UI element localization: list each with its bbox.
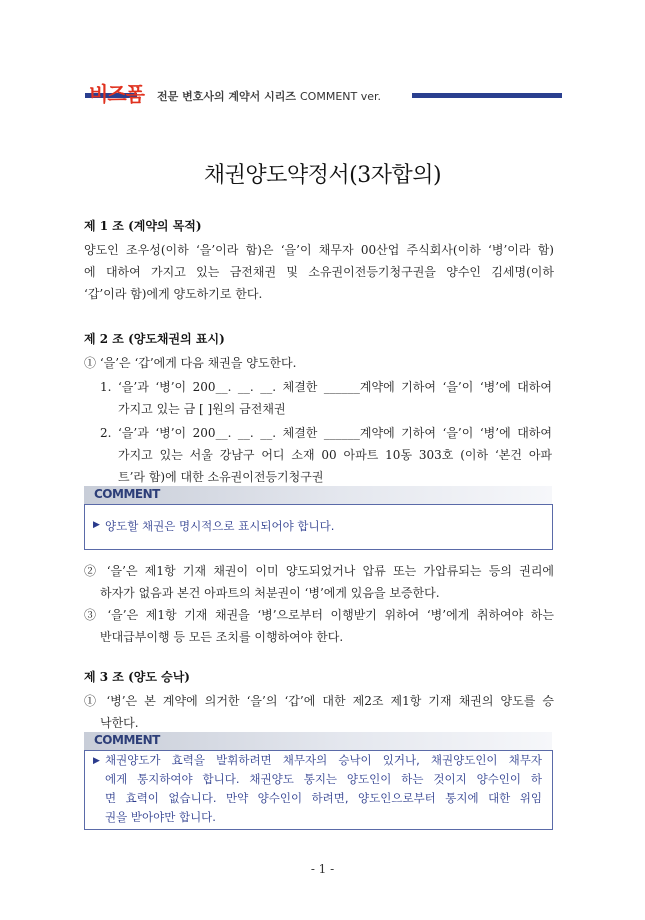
comment-line: 에게 통지하여야 합니다. 채권양도 통지는 양도인이 하는 것이지 양수인이 하 [105,772,542,786]
comment-line: 채권양도가 효력을 발휘하려면 채무자의 승낙이 있거나, 채권양도인이 채무자 [105,753,542,767]
document-title: 채권양도약정서(3자합의) [203,163,442,188]
header-subtitle [157,88,381,104]
comment-header [84,732,552,750]
clause-2-line: ② ‘을’은 제1항 기재 채권이 이미 양도되었거나 압류 또는 가압류되는 등의 권리에 [84,564,554,578]
article-2-item-1 [100,376,552,420]
article-2-clause-1: ① ‘을’은 ‘갑’에게 다음 채권을 양도한다. [84,356,297,370]
comment-label: COMMENT [94,487,160,501]
article-3-line: ① ‘병’은 본 계약에 의거한 ‘을’의 ‘갑’에 대한 제2조 제1항 기재 채권의 양도를 승 [84,694,554,708]
article-1-line: 양도인 조우성(이하 ‘을’이라 함)은 ‘을’이 채무자 00산업 주식회사(이하 ‘병’이라 함) [84,243,554,257]
comment-line: 권을 받아야만 합니다. [105,810,216,824]
comment-label: COMMENT [94,733,160,747]
header-rule-right [412,93,562,98]
clause-3-line: ③ ‘을’은 제1항 기재 채권을 ‘병’으로부터 이행받기 위하여 ‘병’에게 취하여야 하는 [84,608,554,622]
comment-text [105,751,542,827]
item-1-line: 1. ‘을’과 ‘병’이 200__. __. __. 체결한 ______계약에 기하여 ‘을’이 ‘병’에 대하여 [100,380,552,394]
item-2-line: 트’라 함)에 대한 소유권이전등기청구권 [118,470,324,484]
article-1-title: 제 1 조 (계약의 목적) [84,219,202,233]
article-1-line: 에 대하여 가지고 있는 금전채권 및 소유권이전등기청구권을 양수인 김세명(이하 [84,265,554,279]
article-2-clause-3 [84,604,554,648]
article-3-title: 제 3 조 (양도 승낙) [84,670,190,684]
comment-line: 면 효력이 없습니다. 만약 양수인이 하려면, 양도인으로부터 통지에 대한 위임 [105,791,542,805]
item-1-line: 가지고 있는 금 [ ]원의 금전채권 [118,402,286,416]
series-title: 전문 변호사의 계약서 시리즈 [157,90,296,103]
article-3-clause-1 [84,690,554,734]
comment-box [84,750,553,830]
comment-header [84,486,552,504]
comment-text: 양도할 채권은 명시적으로 표시되어야 합니다. [105,519,335,533]
clause-2-line: 하자가 없음과 본건 아파트의 처분권이 ‘병’에게 있음을 보증한다. [100,586,440,600]
triangle-bullet-icon: ▶ [93,520,100,530]
page-number: - 1 - [310,862,335,876]
brand-logo: 비즈폼 [89,82,144,106]
article-3-line: 낙한다. [100,716,139,730]
article-2-title: 제 2 조 (양도채권의 표시) [84,332,225,346]
comment-box [84,504,553,550]
triangle-bullet-icon: ▶ [93,756,100,766]
item-2-line: 가지고 있는 서울 강남구 어디 소재 00 아파트 10동 303호 (이하 ‘본건 아파 [118,448,552,462]
clause-3-line: 반대급부이행 등 모든 조치를 이행하여야 한다. [100,630,344,644]
article-2-clause-2 [84,560,554,604]
article-1-body [84,239,554,305]
article-2-item-2 [100,422,552,488]
item-2-line: 2. ‘을’과 ‘병’이 200__. __. __. 체결한 ______계약에 기하여 ‘을’이 ‘병’에 대하여 [100,426,552,440]
version-label: COMMENT ver. [300,90,382,103]
article-1-line: ‘갑’이라 함)에게 양도하기로 한다. [84,287,263,301]
